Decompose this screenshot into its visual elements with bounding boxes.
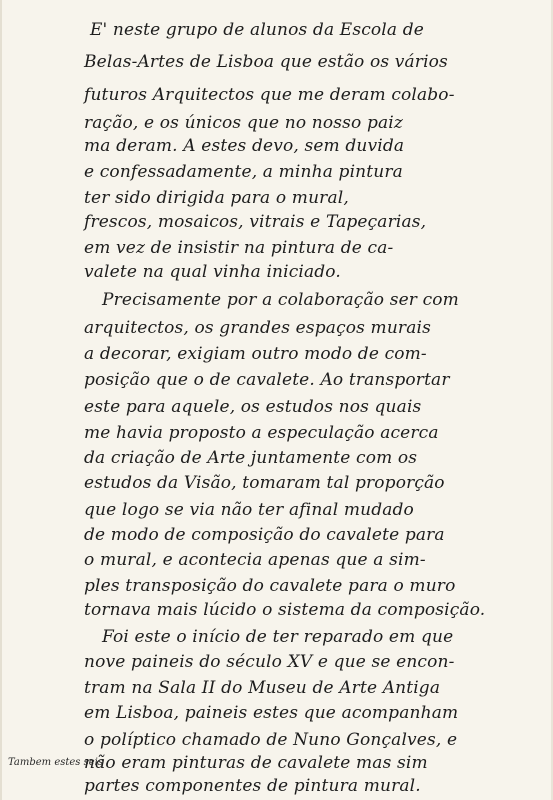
- text-line: que logo se via não ter afinal mudado: [84, 500, 414, 520]
- text-line: ma deram. A estes devo, sem duvida: [84, 136, 405, 156]
- text-line: Precisamente por a colaboração ser com: [102, 290, 459, 310]
- text-line: me havia proposto a especulação acerca: [84, 423, 439, 443]
- text-line: da criação de Arte juntamente com os: [84, 448, 418, 468]
- text-line: o mural, e acontecia apenas que a sim-: [84, 550, 426, 570]
- text-line: estudos da Visão, tomaram tal proporção: [84, 473, 445, 493]
- text-line: em Lisboa, paineis estes que acompanham: [84, 703, 459, 723]
- text-line: tornava mais lúcido o sistema da composição.: [84, 600, 486, 620]
- text-line: valete na qual vinha iniciado.: [84, 262, 341, 282]
- text-line: tram na Sala II do Museu de Arte Antiga: [84, 678, 441, 698]
- text-line: não eram pinturas de cavalete mas sim: [84, 753, 428, 773]
- text-line: Foi este o início de ter reparado em que: [102, 627, 454, 647]
- text-line: nove paineis do século XV e que se encon-: [84, 652, 455, 672]
- handwritten-text-block: [2, 0, 553, 800]
- text-line: posição que o de cavalete. Ao transportar: [84, 370, 450, 390]
- text-line: ples transposição do cavalete para o muro: [84, 576, 456, 596]
- text-line: o políptico chamado de Nuno Gonçalves, e: [84, 730, 458, 750]
- text-line: ração, e os únicos que no nosso paiz: [84, 113, 403, 133]
- text-line: e confessadamente, a minha pintura: [84, 162, 403, 182]
- text-line: de modo de composição do cavalete para: [84, 525, 445, 545]
- text-line: futuros Arquitectos que me deram colabo-: [84, 85, 455, 105]
- text-line: ter sido dirigida para o mural,: [84, 188, 349, 208]
- text-line: a decorar, exigiam outro modo de com-: [84, 344, 427, 364]
- text-line: este para aquele, os estudos nos quais: [84, 397, 422, 417]
- text-line: em vez de insistir na pintura de ca-: [84, 238, 394, 258]
- text-line: E' neste grupo de alunos da Escola de: [90, 20, 424, 40]
- margin-note: Tambem estes seis: [8, 757, 103, 768]
- text-line: Belas-Artes de Lisboa que estão os vários: [84, 52, 448, 72]
- text-line: partes componentes de pintura mural.: [84, 776, 421, 796]
- text-line: frescos, mosaicos, vitrais e Tapeçarias,: [84, 212, 427, 232]
- text-line: arquitectos, os grandes espaços murais: [84, 318, 431, 338]
